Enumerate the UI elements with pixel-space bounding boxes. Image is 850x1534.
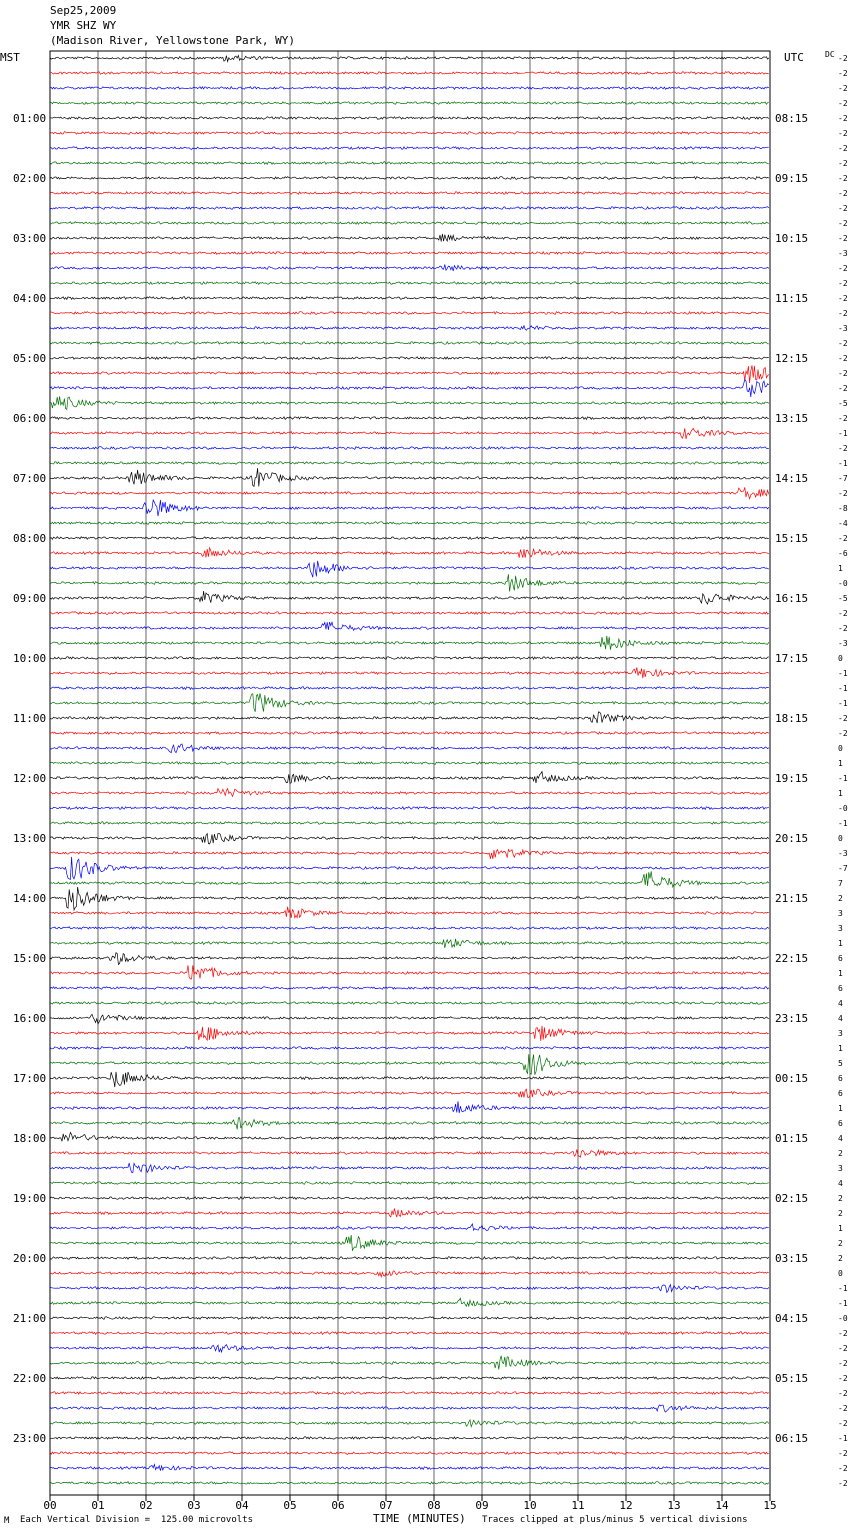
dc-offset-value: -0 — [838, 804, 848, 813]
dc-offset-value: -7 — [838, 474, 848, 483]
seismic-trace — [50, 591, 769, 604]
dc-offset-value: -2 — [838, 99, 848, 108]
seismic-trace — [50, 744, 769, 753]
dc-offset-value: 2 — [838, 1194, 843, 1203]
seismic-trace — [50, 234, 769, 242]
dc-offset-value: -2 — [838, 1449, 848, 1458]
utc-hour-label: 23:15 — [775, 1012, 809, 1025]
dc-offset-value: 4 — [838, 1179, 843, 1188]
dc-offset-value: 3 — [838, 924, 843, 933]
mst-hour-label: 12:00 — [13, 772, 47, 785]
seismic-trace — [50, 857, 769, 880]
dc-label: DC — [825, 50, 835, 59]
dc-offset-value: 6 — [838, 1074, 843, 1083]
dc-offset-value: -2 — [838, 534, 848, 543]
utc-hour-label: 17:15 — [775, 652, 809, 665]
dc-offset-value: 1 — [838, 1044, 843, 1053]
dc-offset-value: -6 — [838, 549, 848, 558]
seismic-trace — [50, 1235, 769, 1250]
seismic-trace — [50, 500, 769, 516]
dc-offset-value: 3 — [838, 1029, 843, 1038]
utc-label: UTC — [784, 51, 804, 64]
dc-offset-value: -2 — [838, 1419, 848, 1428]
dc-offset-value: -2 — [838, 279, 848, 288]
seismic-trace — [50, 357, 769, 360]
mst-hour-label: 05:00 — [13, 352, 47, 365]
station-name: YMR SHZ WY — [50, 19, 117, 32]
dc-offset-value: -8 — [838, 504, 848, 513]
seismic-trace — [50, 1132, 769, 1141]
mst-hour-label: 02:00 — [13, 172, 47, 185]
x-tick-label: 00 — [43, 1499, 57, 1512]
utc-hour-label: 01:15 — [775, 1132, 809, 1145]
mst-hour-label: 10:00 — [13, 652, 47, 665]
seismic-trace — [50, 1224, 769, 1231]
dc-offset-value: -2 — [838, 159, 848, 168]
dc-offset-value: -2 — [838, 1389, 848, 1398]
dc-offset-value: -2 — [838, 1479, 848, 1488]
seismic-trace — [50, 732, 769, 735]
seismic-trace — [50, 265, 769, 272]
dc-offset-value: -2 — [838, 294, 848, 303]
seismic-trace — [50, 1208, 769, 1217]
dc-offset-value: 5 — [838, 1059, 843, 1068]
dc-offset-value: -1 — [838, 669, 848, 678]
utc-hour-label: 02:15 — [775, 1192, 809, 1205]
dc-offset-value: -3 — [838, 849, 848, 858]
dc-offset-value: 0 — [838, 654, 843, 663]
utc-hour-label: 03:15 — [775, 1252, 809, 1265]
seismic-trace — [50, 965, 769, 979]
dc-offset-value: 1 — [838, 564, 843, 573]
mst-hour-label: 06:00 — [13, 412, 47, 425]
dc-offset-value: 1 — [838, 1104, 843, 1113]
dc-offset-value: 1 — [838, 969, 843, 978]
seismic-trace — [50, 1405, 769, 1412]
dc-offset-value: -2 — [838, 714, 848, 723]
dc-offset-value: -2 — [838, 84, 848, 93]
dc-offset-value: -1 — [838, 1434, 848, 1443]
seismic-trace — [50, 1420, 769, 1427]
mst-hour-label: 09:00 — [13, 592, 47, 605]
seismic-trace — [50, 871, 769, 887]
dc-offset-value: -2 — [838, 114, 848, 123]
seismic-trace — [50, 1089, 769, 1097]
seismic-trace — [50, 612, 769, 615]
dc-offset-value: -2 — [838, 189, 848, 198]
seismic-trace — [50, 622, 769, 630]
x-tick-label: 15 — [763, 1499, 777, 1512]
dc-offset-value: 0 — [838, 1269, 843, 1278]
seismic-trace — [50, 396, 769, 409]
seismic-trace — [50, 312, 769, 315]
seismic-trace — [50, 1072, 769, 1087]
dc-offset-value: -2 — [838, 369, 848, 378]
dc-offset-value: 1 — [838, 759, 843, 768]
seismic-trace — [50, 1271, 769, 1277]
seismic-trace — [50, 468, 769, 486]
seismic-trace — [50, 807, 769, 810]
mst-hour-label: 19:00 — [13, 1192, 47, 1205]
x-tick-label: 06 — [331, 1499, 345, 1512]
utc-hour-label: 15:15 — [775, 532, 809, 545]
dc-offset-value: 2 — [838, 1239, 843, 1248]
dc-offset-value: -2 — [838, 354, 848, 363]
dc-offset-value: -1 — [838, 699, 848, 708]
x-tick-label: 02 — [139, 1499, 153, 1512]
seismic-trace — [50, 1298, 769, 1306]
x-axis-title: TIME (MINUTES) — [373, 1512, 466, 1525]
axis-labels — [0, 50, 848, 1512]
dc-offset-value: -2 — [838, 1344, 848, 1353]
dc-offset-value: -1 — [838, 1299, 848, 1308]
x-tick-label: 11 — [571, 1499, 585, 1512]
seismic-trace — [50, 1377, 769, 1380]
dc-offset-value: -3 — [838, 324, 848, 333]
scale-note: Each Vertical Division = 125.00 microvolts — [20, 1515, 253, 1525]
mst-hour-label: 07:00 — [13, 472, 47, 485]
seismic-trace — [50, 102, 769, 105]
dc-offset-value: 6 — [838, 984, 843, 993]
mst-hour-label: 01:00 — [13, 112, 47, 125]
x-tick-label: 08 — [427, 1499, 441, 1512]
dc-offset-value: -2 — [838, 1404, 848, 1413]
seismic-trace — [50, 561, 769, 577]
utc-hour-label: 13:15 — [775, 412, 809, 425]
dc-offset-value: -3 — [838, 249, 848, 258]
mst-hour-label: 23:00 — [13, 1432, 47, 1445]
seismic-trace — [50, 1026, 769, 1041]
x-tick-label: 14 — [715, 1499, 729, 1512]
dc-offset-value: -5 — [838, 399, 848, 408]
dc-offset-value: 2 — [838, 894, 843, 903]
utc-hour-label: 11:15 — [775, 292, 809, 305]
corner-mark: M — [4, 1516, 10, 1526]
mst-hour-label: 17:00 — [13, 1072, 47, 1085]
utc-hour-label: 05:15 — [775, 1372, 809, 1385]
mst-hour-label: 03:00 — [13, 232, 47, 245]
seismic-trace — [50, 1257, 769, 1260]
plot-frame — [50, 51, 770, 1495]
utc-hour-label: 09:15 — [775, 172, 809, 185]
x-tick-label: 05 — [283, 1499, 297, 1512]
dc-offset-value: -0 — [838, 1314, 848, 1323]
dc-offset-value: 4 — [838, 1134, 843, 1143]
seismic-trace — [50, 887, 769, 910]
utc-hour-label: 04:15 — [775, 1312, 809, 1325]
utc-hour-label: 12:15 — [775, 352, 809, 365]
dc-offset-value: -2 — [838, 234, 848, 243]
dc-offset-value: -1 — [838, 429, 848, 438]
seismic-trace — [50, 953, 769, 965]
seismic-trace — [50, 177, 769, 180]
seismic-trace — [50, 1332, 769, 1335]
dc-offset-value: -2 — [838, 144, 848, 153]
seismic-trace — [50, 850, 769, 859]
x-tick-label: 13 — [667, 1499, 681, 1512]
dc-offset-value: -2 — [838, 729, 848, 738]
seismic-trace — [50, 548, 769, 558]
seismic-trace — [50, 487, 769, 499]
mst-hour-label: 13:00 — [13, 832, 47, 845]
utc-hour-label: 20:15 — [775, 832, 809, 845]
seismic-trace — [50, 72, 769, 75]
dc-offset-value: 0 — [838, 744, 843, 753]
dc-offset-value: 6 — [838, 1119, 843, 1128]
seismic-trace — [50, 326, 769, 331]
seismic-trace — [50, 636, 769, 650]
mst-hour-label: 18:00 — [13, 1132, 47, 1145]
x-tick-label: 09 — [475, 1499, 489, 1512]
seismic-trace — [50, 147, 769, 150]
dc-offset-value: 1 — [838, 1224, 843, 1233]
seismic-trace — [50, 939, 769, 948]
mst-hour-label: 16:00 — [13, 1012, 47, 1025]
utc-hour-label: 16:15 — [775, 592, 809, 605]
seismic-trace — [50, 462, 769, 465]
seismic-trace — [50, 1392, 769, 1395]
seismic-trace — [50, 162, 769, 165]
dc-offset-value: -2 — [838, 204, 848, 213]
seismic-trace — [50, 1437, 769, 1440]
dc-offset-value: 2 — [838, 1149, 843, 1158]
seismic-trace — [50, 55, 769, 61]
utc-hour-label: 14:15 — [775, 472, 809, 485]
utc-hour-label: 00:15 — [775, 1072, 809, 1085]
dc-offset-value: 3 — [838, 1164, 843, 1173]
seismic-trace — [50, 907, 769, 918]
dc-offset-value: 4 — [838, 999, 843, 1008]
dc-offset-value: -2 — [838, 1329, 848, 1338]
mst-label: MST — [0, 51, 20, 64]
dc-offset-value: -1 — [838, 1284, 848, 1293]
x-tick-label: 03 — [187, 1499, 201, 1512]
dc-offset-value: -2 — [838, 1374, 848, 1383]
seismic-trace — [50, 342, 769, 345]
seismic-trace — [50, 693, 769, 712]
plot-date: Sep25,2009 — [50, 4, 117, 17]
seismic-trace — [50, 1002, 769, 1005]
seismic-trace — [50, 1452, 769, 1455]
dc-offset-value: -2 — [838, 1464, 848, 1473]
seismic-trace — [50, 417, 769, 420]
dc-offset-value: -2 — [838, 69, 848, 78]
seismic-trace — [50, 207, 769, 210]
seismic-trace — [50, 297, 769, 300]
dc-offset-value: -2 — [838, 339, 848, 348]
station-location: (Madison River, Yellowstone Park, WY) — [50, 34, 296, 47]
seismic-trace — [50, 428, 769, 439]
seismic-trace — [50, 87, 769, 90]
x-tick-label: 07 — [379, 1499, 393, 1512]
dc-offset-value: -2 — [838, 609, 848, 618]
x-tick-label: 04 — [235, 1499, 249, 1512]
mst-hour-label: 04:00 — [13, 292, 47, 305]
dc-offset-value: 1 — [838, 789, 843, 798]
dc-offset-value: 2 — [838, 1254, 843, 1263]
seismic-trace — [50, 132, 769, 135]
dc-offset-value: 6 — [838, 1089, 843, 1098]
seismic-trace — [50, 1356, 769, 1370]
seismic-trace — [50, 447, 769, 450]
seismic-trace — [50, 379, 769, 397]
seismic-trace — [50, 712, 769, 723]
dc-offset-value: -0 — [838, 579, 848, 588]
seismic-trace — [50, 833, 769, 844]
dc-offset-value: 2 — [838, 1209, 843, 1218]
utc-hour-label: 19:15 — [775, 772, 809, 785]
x-tick-label: 01 — [91, 1499, 105, 1512]
dc-offset-value: -4 — [838, 519, 848, 528]
mst-hour-label: 14:00 — [13, 892, 47, 905]
dc-offset-value: -2 — [838, 54, 848, 63]
dc-offset-value: -2 — [838, 414, 848, 423]
x-tick-label: 12 — [619, 1499, 633, 1512]
seismic-trace — [50, 282, 769, 285]
dc-offset-value: 1 — [838, 939, 843, 948]
utc-hour-label: 21:15 — [775, 892, 809, 905]
dc-offset-value: -2 — [838, 384, 848, 393]
seismic-trace — [50, 687, 769, 690]
dc-offset-value: -2 — [838, 174, 848, 183]
mst-hour-label: 11:00 — [13, 712, 47, 725]
x-tick-label: 10 — [523, 1499, 537, 1512]
utc-hour-label: 06:15 — [775, 1432, 809, 1445]
seismic-trace — [50, 657, 769, 660]
seismic-trace — [50, 1014, 769, 1024]
dc-offset-value: 6 — [838, 954, 843, 963]
seismic-trace — [50, 927, 769, 930]
dc-offset-value: 4 — [838, 1014, 843, 1023]
utc-hour-label: 08:15 — [775, 112, 809, 125]
seismic-trace — [50, 1482, 769, 1485]
dc-offset-value: -1 — [838, 819, 848, 828]
utc-hour-label: 22:15 — [775, 952, 809, 965]
dc-offset-value: 0 — [838, 834, 843, 843]
seismic-trace — [50, 537, 769, 540]
seismic-trace — [50, 117, 769, 120]
utc-hour-label: 10:15 — [775, 232, 809, 245]
seismic-trace — [50, 222, 769, 225]
dc-offset-value: -2 — [838, 309, 848, 318]
seismic-trace — [50, 1317, 769, 1320]
seismic-trace — [50, 1464, 769, 1470]
seismic-trace — [50, 1054, 769, 1075]
dc-offset-value: -2 — [838, 489, 848, 498]
mst-hour-label: 22:00 — [13, 1372, 47, 1385]
seismic-trace — [50, 762, 769, 765]
dc-offset-value: -1 — [838, 459, 848, 468]
dc-offset-value: -1 — [838, 774, 848, 783]
dc-offset-value: 7 — [838, 879, 843, 888]
seismic-trace — [50, 574, 769, 591]
mst-hour-label: 08:00 — [13, 532, 47, 545]
dc-offset-value: -1 — [838, 684, 848, 693]
seismic-trace — [50, 1182, 769, 1185]
seismic-trace — [50, 1047, 769, 1050]
mst-hour-label: 20:00 — [13, 1252, 47, 1265]
seismic-trace — [50, 822, 769, 825]
seismic-trace — [50, 252, 769, 255]
dc-offset-value: -5 — [838, 594, 848, 603]
clip-note: Traces clipped at plus/minus 5 vertical divisions — [482, 1515, 748, 1525]
seismic-traces — [50, 55, 769, 1484]
dc-offset-value: -2 — [838, 1359, 848, 1368]
seismic-trace — [50, 365, 769, 383]
seismic-trace — [50, 1150, 769, 1158]
seismic-trace — [50, 1101, 769, 1113]
dc-offset-value: -2 — [838, 264, 848, 273]
dc-offset-value: -3 — [838, 639, 848, 648]
dc-offset-value: 3 — [838, 909, 843, 918]
seismic-trace — [50, 789, 769, 797]
mst-hour-label: 21:00 — [13, 1312, 47, 1325]
dc-offset-value: -7 — [838, 864, 848, 873]
seismic-trace — [50, 987, 769, 990]
dc-offset-value: -2 — [838, 624, 848, 633]
utc-hour-label: 18:15 — [775, 712, 809, 725]
seismic-trace — [50, 1163, 769, 1173]
seismic-trace — [50, 667, 769, 678]
seismic-trace — [50, 1345, 769, 1353]
dc-offset-value: -2 — [838, 444, 848, 453]
seismic-trace — [50, 1285, 769, 1293]
seismic-trace — [50, 1197, 769, 1200]
seismic-trace — [50, 772, 769, 784]
dc-offset-value: -2 — [838, 219, 848, 228]
mst-hour-label: 15:00 — [13, 952, 47, 965]
dc-offset-value: -2 — [838, 129, 848, 138]
seismic-trace — [50, 192, 769, 195]
seismic-trace — [50, 1118, 769, 1130]
seismic-trace — [50, 522, 769, 525]
